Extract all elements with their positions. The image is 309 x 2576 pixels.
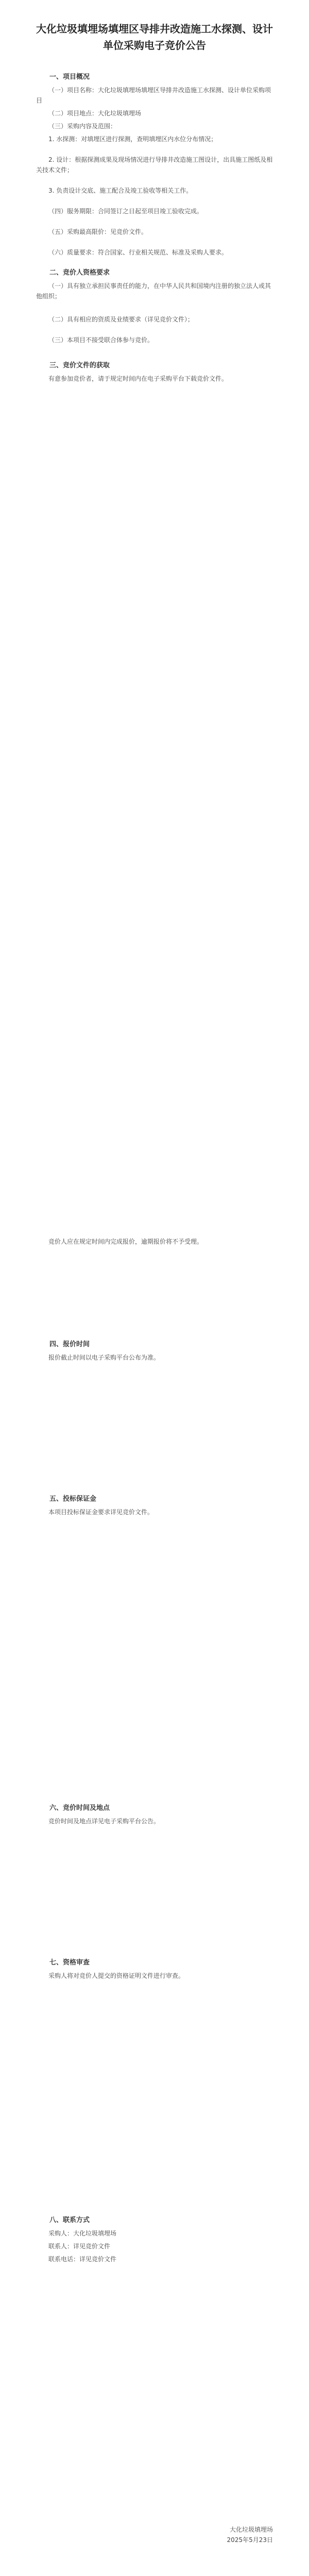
paragraph: 1. 水探测：对填埋区进行探测，查明填埋区内水位分布情况； — [48, 135, 217, 143]
paragraph: 联系电话：详见竞价文件 — [48, 2256, 117, 2263]
paragraph: （四）服务期限：合同签订之日起至项目竣工验收完成。 — [48, 208, 203, 215]
signature-date: 2025年5月23日 — [227, 2536, 273, 2544]
section-heading: 三、竞价文件的获取 — [49, 362, 110, 369]
paragraph: （二）具有相应的资质及业绩要求（详见竞价文件）； — [48, 316, 194, 323]
paragraph: 本项目投标保证金要求详见竞价文件。 — [48, 1509, 154, 1516]
paragraph: 报价截止时间以电子采购平台公布为准。 — [48, 1354, 160, 1361]
paragraph: 采购人：大化垃圾填埋场 — [48, 2230, 117, 2237]
paragraph: （五）采购最高限价：见竞价文件。 — [48, 228, 148, 235]
paragraph: （一）具有独立承担民事责任的能力，在中华人民共和国境内注册的独立法人或其他组织； — [36, 282, 271, 300]
section-heading: 五、投标保证金 — [49, 1495, 97, 1503]
section-heading: 一、项目概况 — [49, 73, 90, 81]
section-heading: 六、竞价时间及地点 — [49, 1804, 110, 1812]
paragraph: 联系人：详见竞价文件 — [48, 2243, 111, 2250]
section-heading: 二、竞价人资格要求 — [49, 269, 110, 277]
paragraph: （一）项目名称：大化垃圾填埋场填埋区导排井改造施工水探测、设计单位采购项目 — [36, 87, 271, 104]
section-heading: 八、联系方式 — [49, 2216, 90, 2224]
section-heading: 四、报价时间 — [49, 1341, 90, 1348]
paragraph: 竞价人应在规定时间内完成报价，逾期报价将不予受理。 — [48, 1238, 203, 1245]
document-title: 大化垃圾填埋场填埋区导排井改造施工水探测、设计单位采购电子竞价公告 — [36, 23, 273, 52]
paragraph: 采购人将对竞价人提交的资格证明文件进行审查。 — [48, 1972, 185, 1979]
paragraph: （三）本项目不接受联合体参与竞价。 — [48, 336, 154, 344]
paragraph: （三）采购内容及范围： — [48, 123, 117, 130]
paragraph: 2. 设计：根据探测成果及现场情况进行导排井改造施工图设计，出具施工图纸及相关技术文件； — [36, 156, 273, 174]
paragraph: 竞价时间及地点详见电子采购平台公告。 — [48, 1818, 160, 1825]
paragraph: 3. 负责设计交底、施工配合及竣工验收等相关工作。 — [48, 187, 193, 194]
paragraph: （六）质量要求：符合国家、行业相关规范、标准及采购人要求。 — [48, 249, 228, 256]
section-heading: 七、资格审查 — [49, 1959, 90, 1967]
signature-org: 大化垃圾填埋场 — [229, 2526, 273, 2533]
paragraph: 有意参加竞价者，请于规定时间内在电子采购平台下载竞价文件。 — [48, 375, 228, 382]
paragraph: （二）项目地点：大化垃圾填埋场 — [48, 110, 142, 117]
